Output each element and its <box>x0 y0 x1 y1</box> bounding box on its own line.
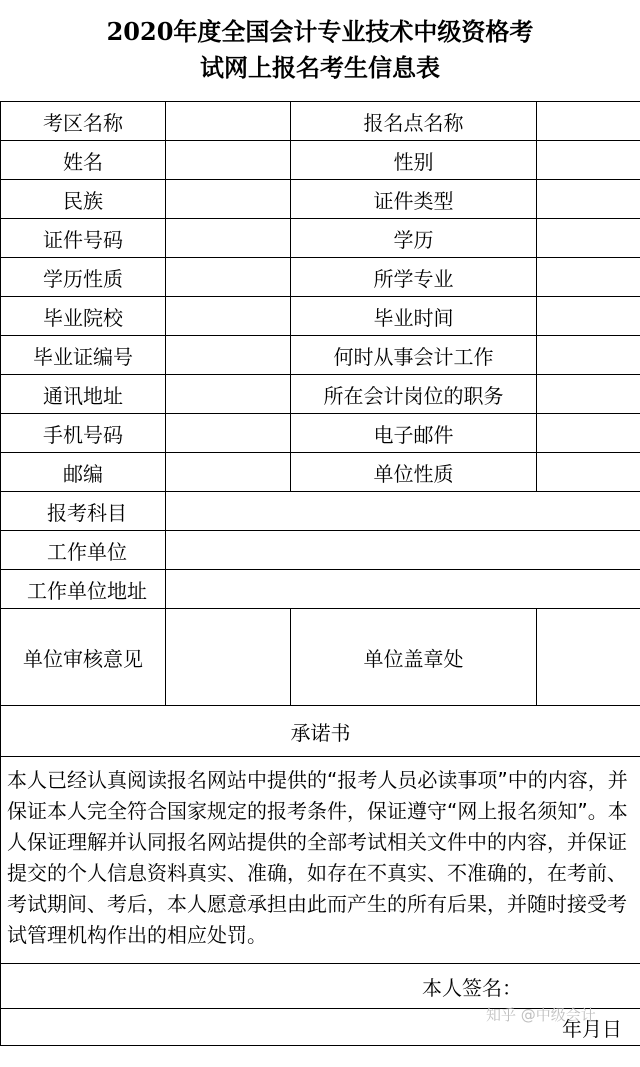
field-label: 毕业时间 <box>291 297 537 336</box>
field-value-cell[interactable] <box>166 141 291 180</box>
field-label: 证件号码 <box>1 219 166 258</box>
table-row <box>1 531 640 570</box>
form-title-line2: 试网上报名考生信息表 <box>200 53 440 82</box>
field-value-cell[interactable] <box>166 414 291 453</box>
field-value-cell[interactable] <box>166 219 291 258</box>
field-label: 毕业证编号 <box>1 336 166 375</box>
field-label: 邮编 <box>1 453 166 492</box>
field-label: 证件类型 <box>291 180 537 219</box>
table-row <box>1 453 640 492</box>
field-label: 电子邮件 <box>291 414 537 453</box>
field-value-cell[interactable] <box>166 492 640 531</box>
field-label: 工作单位地址 <box>1 570 166 609</box>
table-row <box>1 570 640 609</box>
table-row <box>1 219 640 258</box>
field-value-cell[interactable] <box>537 297 640 336</box>
field-value-cell[interactable] <box>537 219 640 258</box>
form-title <box>0 0 640 100</box>
table-row <box>1 102 640 141</box>
field-value-cell[interactable] <box>537 180 640 219</box>
review-row <box>1 609 640 706</box>
registration-form-table <box>0 101 640 1046</box>
table-row <box>1 297 640 336</box>
table-row <box>1 258 640 297</box>
field-value-cell[interactable] <box>537 102 640 141</box>
field-value-cell[interactable] <box>537 453 640 492</box>
field-value-cell[interactable] <box>166 570 640 609</box>
field-value-cell[interactable] <box>537 258 640 297</box>
field-value-cell[interactable] <box>166 531 640 570</box>
field-label: 姓名 <box>1 141 166 180</box>
field-label: 单位性质 <box>291 453 537 492</box>
field-label: 学历 <box>291 219 537 258</box>
signature-row <box>1 964 640 1009</box>
field-value-cell[interactable] <box>537 141 640 180</box>
table-row <box>1 375 640 414</box>
field-value-cell[interactable] <box>166 297 291 336</box>
field-label: 所学专业 <box>291 258 537 297</box>
field-label: 学历性质 <box>1 258 166 297</box>
field-value-cell[interactable] <box>166 180 291 219</box>
field-label: 何时从事会计工作 <box>291 336 537 375</box>
review-opinion-cell[interactable] <box>166 609 291 706</box>
field-value-cell[interactable] <box>537 336 640 375</box>
table-row <box>1 180 640 219</box>
pledge-body: 本人已经认真阅读报名网站中提供的“报考人员必读事项”中的内容，并保证本人完全符合国家规定的报考条件，保证遵守“网上报名须知”。本人保证理解并认同报名网站提供的全部考试相关文件中的内容，并保证提交的个人信息资料真实、准确，如存在不真实、不准确的，在考前、考试期间、考后，本人愿意承担由此而产生的所有后果，并随时接受考试管理机构作出的相应处罚。 <box>1 757 640 964</box>
field-value-cell[interactable] <box>166 375 291 414</box>
field-value-cell[interactable] <box>166 102 291 141</box>
field-label: 性别 <box>291 141 537 180</box>
date-label[interactable]: 年月日 <box>1 1009 640 1046</box>
watermark: 知乎 @中级会计 <box>486 1006 596 1024</box>
signature-label[interactable]: 本人签名： <box>1 964 640 1009</box>
field-value-cell[interactable] <box>166 336 291 375</box>
form-title-line1: 2020年度全国会计专业技术中级资格考 <box>106 17 534 46</box>
field-value-cell[interactable] <box>537 375 640 414</box>
field-label: 考区名称 <box>1 102 166 141</box>
pledge-title: 承诺书 <box>1 706 640 757</box>
pledge-body-row <box>1 757 640 964</box>
field-label: 手机号码 <box>1 414 166 453</box>
table-row <box>1 336 640 375</box>
field-label: 工作单位 <box>1 531 166 570</box>
field-value-cell[interactable] <box>166 453 291 492</box>
field-label: 通讯地址 <box>1 375 166 414</box>
seal-label: 单位盖章处 <box>291 609 537 706</box>
field-value-cell[interactable] <box>537 414 640 453</box>
field-label: 报考科目 <box>1 492 166 531</box>
table-row <box>1 492 640 531</box>
table-row <box>1 414 640 453</box>
field-label: 所在会计岗位的职务 <box>291 375 537 414</box>
pledge-title-row <box>1 706 640 757</box>
field-value-cell[interactable] <box>166 258 291 297</box>
table-row <box>1 141 640 180</box>
field-label: 报名点名称 <box>291 102 537 141</box>
field-label: 毕业院校 <box>1 297 166 336</box>
seal-cell[interactable] <box>537 609 640 706</box>
field-label: 民族 <box>1 180 166 219</box>
review-label: 单位审核意见 <box>1 609 166 706</box>
